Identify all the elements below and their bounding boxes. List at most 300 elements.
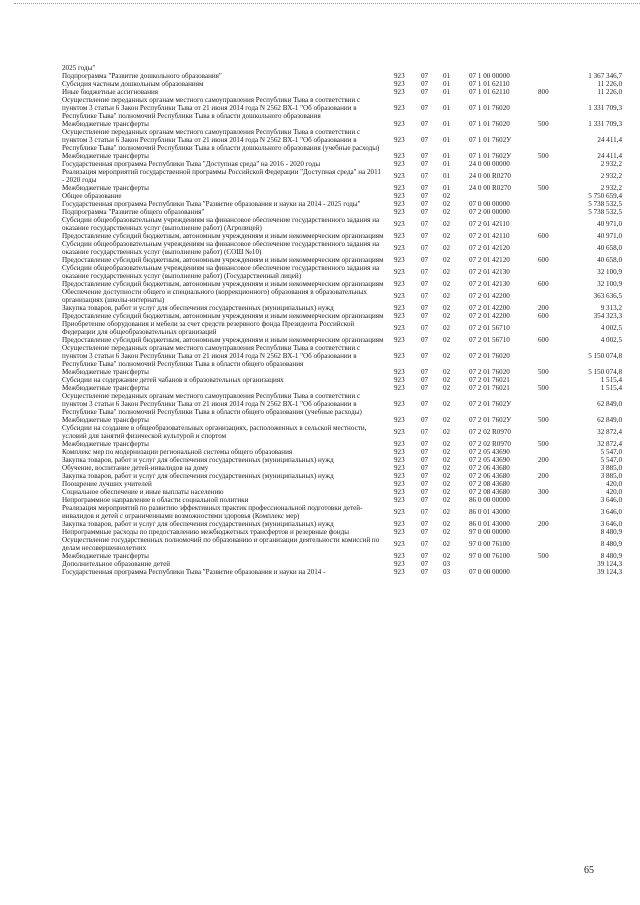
item-name: Реализация мероприятий по развитию эффективных практик профессиональной подготовки детей-инвалидов и детей с ограниченными возможностями здоровья (Комплекс мер) <box>62 504 363 521</box>
subsection-cell: 01 <box>443 183 451 192</box>
amount-cell: 4 002,5 <box>600 335 622 344</box>
table-row <box>62 480 622 488</box>
section-cell: 07 <box>421 255 429 264</box>
expense-type-cell: 200 <box>538 455 549 464</box>
item-name: Подпрограмма "Развитие общего образования" <box>62 208 205 216</box>
table-row <box>62 496 622 504</box>
expense-type-cell: 500 <box>538 551 549 560</box>
subsection-cell: 02 <box>443 463 451 472</box>
target-article-cell: 07 2 01 7602У <box>469 399 512 408</box>
amount-cell: 2 932,2 <box>600 159 622 168</box>
item-name: Закупка товаров, работ и услуг для обеспечения государственных (муниципальных) нужд <box>62 456 334 464</box>
grbs-cell: 923 <box>394 551 405 560</box>
subsection-cell: 02 <box>443 519 451 528</box>
grbs-cell: 923 <box>394 279 405 288</box>
target-article-cell: 07 1 01 7602У <box>469 135 512 144</box>
expense-type-cell <box>538 80 556 88</box>
item-name: Субсидии на содержание детей чабанов в образовательных организациях <box>62 376 284 384</box>
subsection-cell: 02 <box>443 219 451 228</box>
grbs-cell: 923 <box>394 455 405 464</box>
table-row <box>62 376 622 384</box>
section-cell: 07 <box>421 171 429 180</box>
grbs-cell: 923 <box>394 71 405 80</box>
table-row <box>62 488 622 496</box>
amount-cell: 5 547,0 <box>600 447 622 456</box>
item-name: Обучение, воспитание детей-инвалидов на дому <box>62 464 209 472</box>
item-name: Непрограммное направление в области социальной политики <box>62 496 249 504</box>
page-top-edge <box>14 3 640 4</box>
item-name: Закупка товаров, работ и услуг для обеспечения государственных (муниципальных) нужд <box>62 520 334 528</box>
grbs-cell: 923 <box>394 255 405 264</box>
target-article-cell: 24 0 00 R0270 <box>469 171 511 180</box>
section-cell: 07 <box>421 519 429 528</box>
section-cell: 07 <box>421 367 429 376</box>
expense-type-cell: 600 <box>538 335 549 344</box>
grbs-cell: 923 <box>394 447 405 456</box>
amount-cell: 40 971,0 <box>597 231 622 240</box>
grbs-cell: 923 <box>394 471 405 480</box>
table-row <box>62 344 622 368</box>
subsection-cell: 01 <box>443 135 451 144</box>
amount-cell: 1 515,4 <box>600 383 622 392</box>
expense-type-cell <box>538 192 556 200</box>
item-name: Межбюджетные трансферты <box>62 440 149 448</box>
grbs-cell: 923 <box>394 463 405 472</box>
amount-cell: 32 100,9 <box>597 267 622 276</box>
table-row <box>62 216 622 232</box>
section-cell: 07 <box>421 539 429 548</box>
table-row <box>62 336 622 344</box>
grbs-cell: 923 <box>394 495 405 504</box>
amount-cell: 1 515,4 <box>600 375 622 384</box>
amount-cell: 1 331 709,3 <box>588 103 622 112</box>
grbs-cell: 923 <box>394 159 405 168</box>
table-row <box>62 560 622 568</box>
grbs-cell: 923 <box>394 487 405 496</box>
target-article-cell: 07 2 01 42120 <box>469 255 510 264</box>
expense-type-cell <box>538 448 556 456</box>
expense-type-cell <box>538 200 556 208</box>
section-cell: 07 <box>421 479 429 488</box>
table-row <box>62 184 622 192</box>
subsection-cell: 02 <box>443 267 451 276</box>
amount-cell: 32 872,4 <box>597 439 622 448</box>
target-article-cell: 07 1 01 62110 <box>469 79 510 88</box>
expense-type-cell: 500 <box>538 183 549 192</box>
table-row <box>62 280 622 288</box>
grbs-cell: 923 <box>394 243 405 252</box>
item-name: Субсидии общеобразовательным учреждениям на финансовое обеспечение государственного задания на оказание государственных услуг (выполнение работ) (Агролицей) <box>62 216 380 233</box>
item-name: Субсидии общеобразовательным учреждениям на финансовое обеспечение государственного задания на оказание государственных услуг (выполнение работ) (СОШ №10) <box>62 240 380 257</box>
subsection-cell: 02 <box>443 527 451 536</box>
table-row <box>62 200 622 208</box>
table-row <box>62 368 622 376</box>
subsection-cell: 03 <box>443 567 451 576</box>
target-article-cell: 07 1 01 62110 <box>469 87 510 96</box>
amount-cell: 420,0 <box>606 479 622 488</box>
target-article-cell: 07 2 08 43680 <box>469 487 510 496</box>
item-name: Межбюджетные трансферты <box>62 184 149 192</box>
subsection-cell: 02 <box>443 471 451 480</box>
target-article-cell: 86 0 01 43000 <box>469 507 510 516</box>
table-row <box>62 456 622 464</box>
target-article-cell: 07 2 01 56710 <box>469 323 510 332</box>
expense-type-cell <box>538 288 556 304</box>
item-name: Комплекс мер по модернизации региональной системы общего образования <box>62 448 293 456</box>
section-cell: 07 <box>421 375 429 384</box>
target-article-cell: 07 2 01 42200 <box>469 291 510 300</box>
target-article-cell: 07 1 01 7602У <box>469 151 512 160</box>
table-row <box>62 312 622 320</box>
subsection-cell: 02 <box>443 455 451 464</box>
target-article-cell: 07 2 06 43680 <box>469 463 510 472</box>
expense-type-cell <box>538 480 556 488</box>
section-cell: 07 <box>421 335 429 344</box>
table-row <box>62 72 622 80</box>
expense-type-cell <box>538 560 556 568</box>
grbs-cell: 923 <box>394 375 405 384</box>
section-cell: 07 <box>421 415 429 424</box>
item-name: Межбюджетные трансферты <box>62 552 149 560</box>
item-name: Субсидия частным дошкольным образованиям <box>62 80 204 88</box>
expense-type-cell: 500 <box>538 151 549 160</box>
table-row <box>62 168 622 184</box>
section-cell: 07 <box>421 191 429 200</box>
item-name: Иные бюджетные ассигнования <box>62 88 159 96</box>
section-cell: 07 <box>421 471 429 480</box>
item-name: Предоставление субсидий бюджетным, автономным учреждениям и иным некоммерческим организациям <box>62 280 384 288</box>
expense-type-cell <box>538 392 556 416</box>
table-row <box>62 120 622 128</box>
expense-type-cell: 500 <box>538 439 549 448</box>
section-cell: 07 <box>421 399 429 408</box>
item-name: Непрограммные расходы по предоставлению межбюджетных трансфертов и резервные фонды <box>62 528 350 536</box>
subsection-cell: 01 <box>443 119 451 128</box>
grbs-cell: 923 <box>394 559 405 568</box>
amount-cell: 420,0 <box>606 487 622 496</box>
expense-type-cell <box>538 568 556 576</box>
expense-type-cell <box>538 320 556 336</box>
target-article-cell: 24 0 00 00000 <box>469 159 510 168</box>
table-row <box>62 304 622 312</box>
expense-type-cell: 200 <box>538 303 549 312</box>
table-row <box>62 424 622 440</box>
amount-cell: 3 885,0 <box>600 463 622 472</box>
section-cell: 07 <box>421 183 429 192</box>
expense-type-cell: 800 <box>538 87 549 96</box>
budget-table <box>62 64 622 576</box>
section-cell: 07 <box>421 267 429 276</box>
grbs-cell: 923 <box>394 479 405 488</box>
table-row <box>62 96 622 120</box>
grbs-cell: 923 <box>394 219 405 228</box>
section-cell: 07 <box>421 507 429 516</box>
subsection-cell: 02 <box>443 291 451 300</box>
subsection-cell: 02 <box>443 279 451 288</box>
subsection-cell: 02 <box>443 303 451 312</box>
target-article-cell: 07 1 01 76020 <box>469 103 510 112</box>
table-row <box>62 472 622 480</box>
grbs-cell: 923 <box>394 119 405 128</box>
target-article-cell: 97 0 00 76100 <box>469 539 510 548</box>
section-cell: 07 <box>421 79 429 88</box>
section-cell: 07 <box>421 559 429 568</box>
expense-type-cell: 600 <box>538 255 549 264</box>
grbs-cell: 923 <box>394 519 405 528</box>
item-name: Межбюджетные трансферты <box>62 416 149 424</box>
item-name: 2025 годы" <box>62 64 96 72</box>
amount-cell: 40 658,0 <box>597 255 622 264</box>
section-cell: 07 <box>421 427 429 436</box>
subsection-cell: 02 <box>443 439 451 448</box>
item-name: Подпрограмма "Развитие дошкольного образования" <box>62 72 222 80</box>
section-cell: 07 <box>421 243 429 252</box>
subsection-cell: 02 <box>443 231 451 240</box>
item-name: Субсидии общеобразовательным учреждениям на финансовое обеспечение государственного задания на оказание государственных услуг (выполнение работ) (Государственный лицей) <box>62 264 380 281</box>
table-row <box>62 320 622 336</box>
grbs-cell: 923 <box>394 103 405 112</box>
amount-cell: 5 738 532,5 <box>588 199 622 208</box>
target-article-cell: 07 0 00 00000 <box>469 567 510 576</box>
item-name: Межбюджетные трансферты <box>62 120 149 128</box>
grbs-cell: 923 <box>394 323 405 332</box>
table-row <box>62 528 622 536</box>
section-cell <box>421 64 433 72</box>
target-article-cell: 07 2 01 76021 <box>469 375 510 384</box>
expense-type-cell <box>538 216 556 232</box>
table-row <box>62 64 622 72</box>
table-row <box>62 264 622 280</box>
grbs-cell: 923 <box>394 79 405 88</box>
target-article-cell: 07 2 01 42200 <box>469 311 510 320</box>
section-cell: 07 <box>421 279 429 288</box>
item-name: Поощрение лучших учителей <box>62 480 152 488</box>
section-cell: 07 <box>421 71 429 80</box>
amount-cell: 3 646,0 <box>600 495 622 504</box>
grbs-cell: 923 <box>394 183 405 192</box>
table-row <box>62 128 622 152</box>
subsection-cell: 02 <box>443 551 451 560</box>
target-article-cell: 86 0 00 00000 <box>469 495 510 504</box>
item-name: Реализация мероприятий государственной программы Российской Федерации "Доступная среда" на 2011 - 2020 годы <box>62 168 381 185</box>
section-cell: 07 <box>421 199 429 208</box>
subsection-cell: 01 <box>443 159 451 168</box>
table-row <box>62 504 622 520</box>
table-row <box>62 240 622 256</box>
expense-type-cell <box>538 96 556 120</box>
subsection-cell: 02 <box>443 479 451 488</box>
subsection-cell: 02 <box>443 447 451 456</box>
item-name: Предоставление субсидий бюджетным, автономным учреждениям и иным некоммерческим организациям <box>62 232 384 240</box>
amount-cell: 39 124,3 <box>597 567 622 576</box>
section-cell: 07 <box>421 463 429 472</box>
item-name: Субсидии на создание в общеобразовательных организациях, расположенных в сельской местности, условий для занятий физической культурой и спортом <box>62 424 367 441</box>
grbs-cell: 923 <box>394 399 405 408</box>
section-cell: 07 <box>421 135 429 144</box>
section-cell: 07 <box>421 455 429 464</box>
item-name: Дополнительное образование детей <box>62 560 171 568</box>
target-article-cell: 07 2 08 43680 <box>469 479 510 488</box>
target-article-cell: 07 2 01 42130 <box>469 267 510 276</box>
amount-cell: 5 750 659,4 <box>588 191 622 200</box>
amount-cell: 3 646,0 <box>600 519 622 528</box>
item-name: Предоставление субсидий бюджетным, автономным учреждениям и иным некоммерческим организациям <box>62 256 384 264</box>
subsection-cell <box>443 64 455 72</box>
section-cell: 07 <box>421 527 429 536</box>
subsection-cell: 02 <box>443 383 451 392</box>
target-article-cell: 07 1 00 00000 <box>469 71 510 80</box>
grbs-cell: 923 <box>394 567 405 576</box>
section-cell: 07 <box>421 103 429 112</box>
grbs-cell: 923 <box>394 199 405 208</box>
amount-cell: 9 313,2 <box>600 303 622 312</box>
section-cell: 07 <box>421 351 429 360</box>
amount-cell: 4 002,5 <box>600 323 622 332</box>
expense-type-cell <box>538 64 556 72</box>
table-row <box>62 536 622 552</box>
subsection-cell: 02 <box>443 495 451 504</box>
target-article-cell: 07 2 01 42130 <box>469 279 510 288</box>
expense-type-cell <box>538 240 556 256</box>
amount-cell: 363 636,5 <box>593 291 622 300</box>
table-row <box>62 288 622 304</box>
amount-cell: 32 872,4 <box>597 427 622 436</box>
amount-cell: 8 480,9 <box>600 539 622 548</box>
expense-type-cell: 500 <box>538 383 549 392</box>
expense-type-cell: 600 <box>538 231 549 240</box>
table-row <box>62 416 622 424</box>
table-row <box>62 232 622 240</box>
table-row <box>62 448 622 456</box>
subsection-cell: 02 <box>443 539 451 548</box>
item-name: Общее образование <box>62 192 122 200</box>
amount-cell: 2 932,2 <box>600 171 622 180</box>
item-name: Предоставление субсидий бюджетным, автономным учреждениям и иным некоммерческим организациям <box>62 336 384 344</box>
grbs-cell: 923 <box>394 171 405 180</box>
section-cell: 07 <box>421 311 429 320</box>
section-cell: 07 <box>421 439 429 448</box>
table-row <box>62 160 622 168</box>
amount-cell: 39 124,3 <box>597 559 622 568</box>
amount-cell: 62 849,0 <box>597 399 622 408</box>
target-article-cell: 07 1 01 76020 <box>469 119 510 128</box>
table-row <box>62 464 622 472</box>
subsection-cell: 02 <box>443 207 451 216</box>
subsection-cell: 01 <box>443 87 451 96</box>
target-article-cell: 07 2 05 43690 <box>469 447 510 456</box>
section-cell: 07 <box>421 323 429 332</box>
target-article-cell: 07 2 01 56710 <box>469 335 510 344</box>
grbs-cell: 923 <box>394 427 405 436</box>
item-name: Осуществление переданных органам местного самоуправления Республики Тыва в соответствии с пунктом 3 статьи 6 Закон Республики Тыва от 21 июня 2014 года N 2562 ВХ-1 "Об образовании в Республике Тыва" полномочий Республики Тыва в области общего образования <box>62 344 361 369</box>
section-cell: 07 <box>421 303 429 312</box>
grbs-cell: 923 <box>394 367 405 376</box>
section-cell: 07 <box>421 219 429 228</box>
grbs-cell: 923 <box>394 267 405 276</box>
subsection-cell: 02 <box>443 507 451 516</box>
grbs-cell: 923 <box>394 507 405 516</box>
amount-cell: 1 331 709,3 <box>588 119 622 128</box>
target-article-cell: 07 2 01 42110 <box>469 219 510 228</box>
expense-type-cell <box>538 424 556 440</box>
grbs-cell: 923 <box>394 151 405 160</box>
target-article-cell <box>469 560 527 568</box>
target-article-cell: 07 2 01 42200 <box>469 303 510 312</box>
target-article-cell: 07 2 01 76020 <box>469 351 510 360</box>
item-name: Осуществление государственных полномочий по образованию и организации деятельности комиссий по делам несовершеннолетних <box>62 536 380 553</box>
amount-cell <box>558 64 622 72</box>
grbs-cell: 923 <box>394 191 405 200</box>
item-name: Государственная программа Республики Тыва "Развитие образования и науки на 2014 - 2025 годы" <box>62 200 361 208</box>
grbs-cell: 923 <box>394 87 405 96</box>
table-row <box>62 208 622 216</box>
subsection-cell: 01 <box>443 79 451 88</box>
expense-type-cell <box>538 208 556 216</box>
grbs-cell <box>394 64 410 72</box>
target-article-cell: 97 0 00 76100 <box>469 551 510 560</box>
subsection-cell: 02 <box>443 375 451 384</box>
subsection-cell: 01 <box>443 151 451 160</box>
expense-type-cell: 300 <box>538 487 549 496</box>
amount-cell: 40 658,0 <box>597 243 622 252</box>
table-row <box>62 384 622 392</box>
section-cell: 07 <box>421 495 429 504</box>
target-article-cell: 07 2 01 42110 <box>469 231 510 240</box>
section-cell: 07 <box>421 447 429 456</box>
section-cell: 07 <box>421 119 429 128</box>
expense-type-cell: 600 <box>538 279 549 288</box>
item-name: Закупка товаров, работ и услуг для обеспечения государственных (муниципальных) нужд <box>62 472 334 480</box>
table-row <box>62 88 622 96</box>
grbs-cell: 923 <box>394 231 405 240</box>
target-article-cell: 07 2 02 R0970 <box>469 427 511 436</box>
item-name: Осуществление переданных органам местного самоуправления Республики Тыва в соответствии с пунктом 3 статьи 6 Закон Республики Тыва от 21 июня 2014 года N 2562 ВХ-1 "Об образовании в Республике Тыва" полномочий Республики Тыва в области общего образования (учебные расходы) <box>62 392 362 417</box>
expense-type-cell <box>538 536 556 552</box>
target-article-cell: 07 2 01 76020 <box>469 367 510 376</box>
grbs-cell: 923 <box>394 303 405 312</box>
amount-cell: 3 885,0 <box>600 471 622 480</box>
section-cell: 07 <box>421 207 429 216</box>
amount-cell: 8 480,9 <box>600 551 622 560</box>
target-article-cell: 07 2 01 76021 <box>469 383 510 392</box>
grbs-cell: 923 <box>394 415 405 424</box>
target-article-cell: 07 2 02 R0970 <box>469 439 511 448</box>
amount-cell: 40 971,0 <box>597 219 622 228</box>
section-cell: 07 <box>421 551 429 560</box>
grbs-cell: 923 <box>394 439 405 448</box>
section-cell: 07 <box>421 291 429 300</box>
grbs-cell: 923 <box>394 335 405 344</box>
grbs-cell: 923 <box>394 539 405 548</box>
subsection-cell: 02 <box>443 191 451 200</box>
item-name: Предоставление субсидий бюджетным, автономным учреждениям и иным некоммерческим организациям <box>62 312 384 320</box>
expense-type-cell <box>538 528 556 536</box>
expense-type-cell <box>538 160 556 168</box>
target-article-cell: 07 2 00 00000 <box>469 207 510 216</box>
subsection-cell: 02 <box>443 335 451 344</box>
table-row <box>62 568 622 576</box>
expense-type-cell: 500 <box>538 119 549 128</box>
subsection-cell: 01 <box>443 71 451 80</box>
section-cell: 07 <box>421 151 429 160</box>
amount-cell: 24 411,4 <box>597 151 622 160</box>
target-article-cell: 07 2 05 43690 <box>469 455 510 464</box>
grbs-cell: 923 <box>394 135 405 144</box>
expense-type-cell <box>538 344 556 368</box>
subsection-cell: 02 <box>443 487 451 496</box>
expense-type-cell <box>538 72 556 80</box>
table-row <box>62 552 622 560</box>
